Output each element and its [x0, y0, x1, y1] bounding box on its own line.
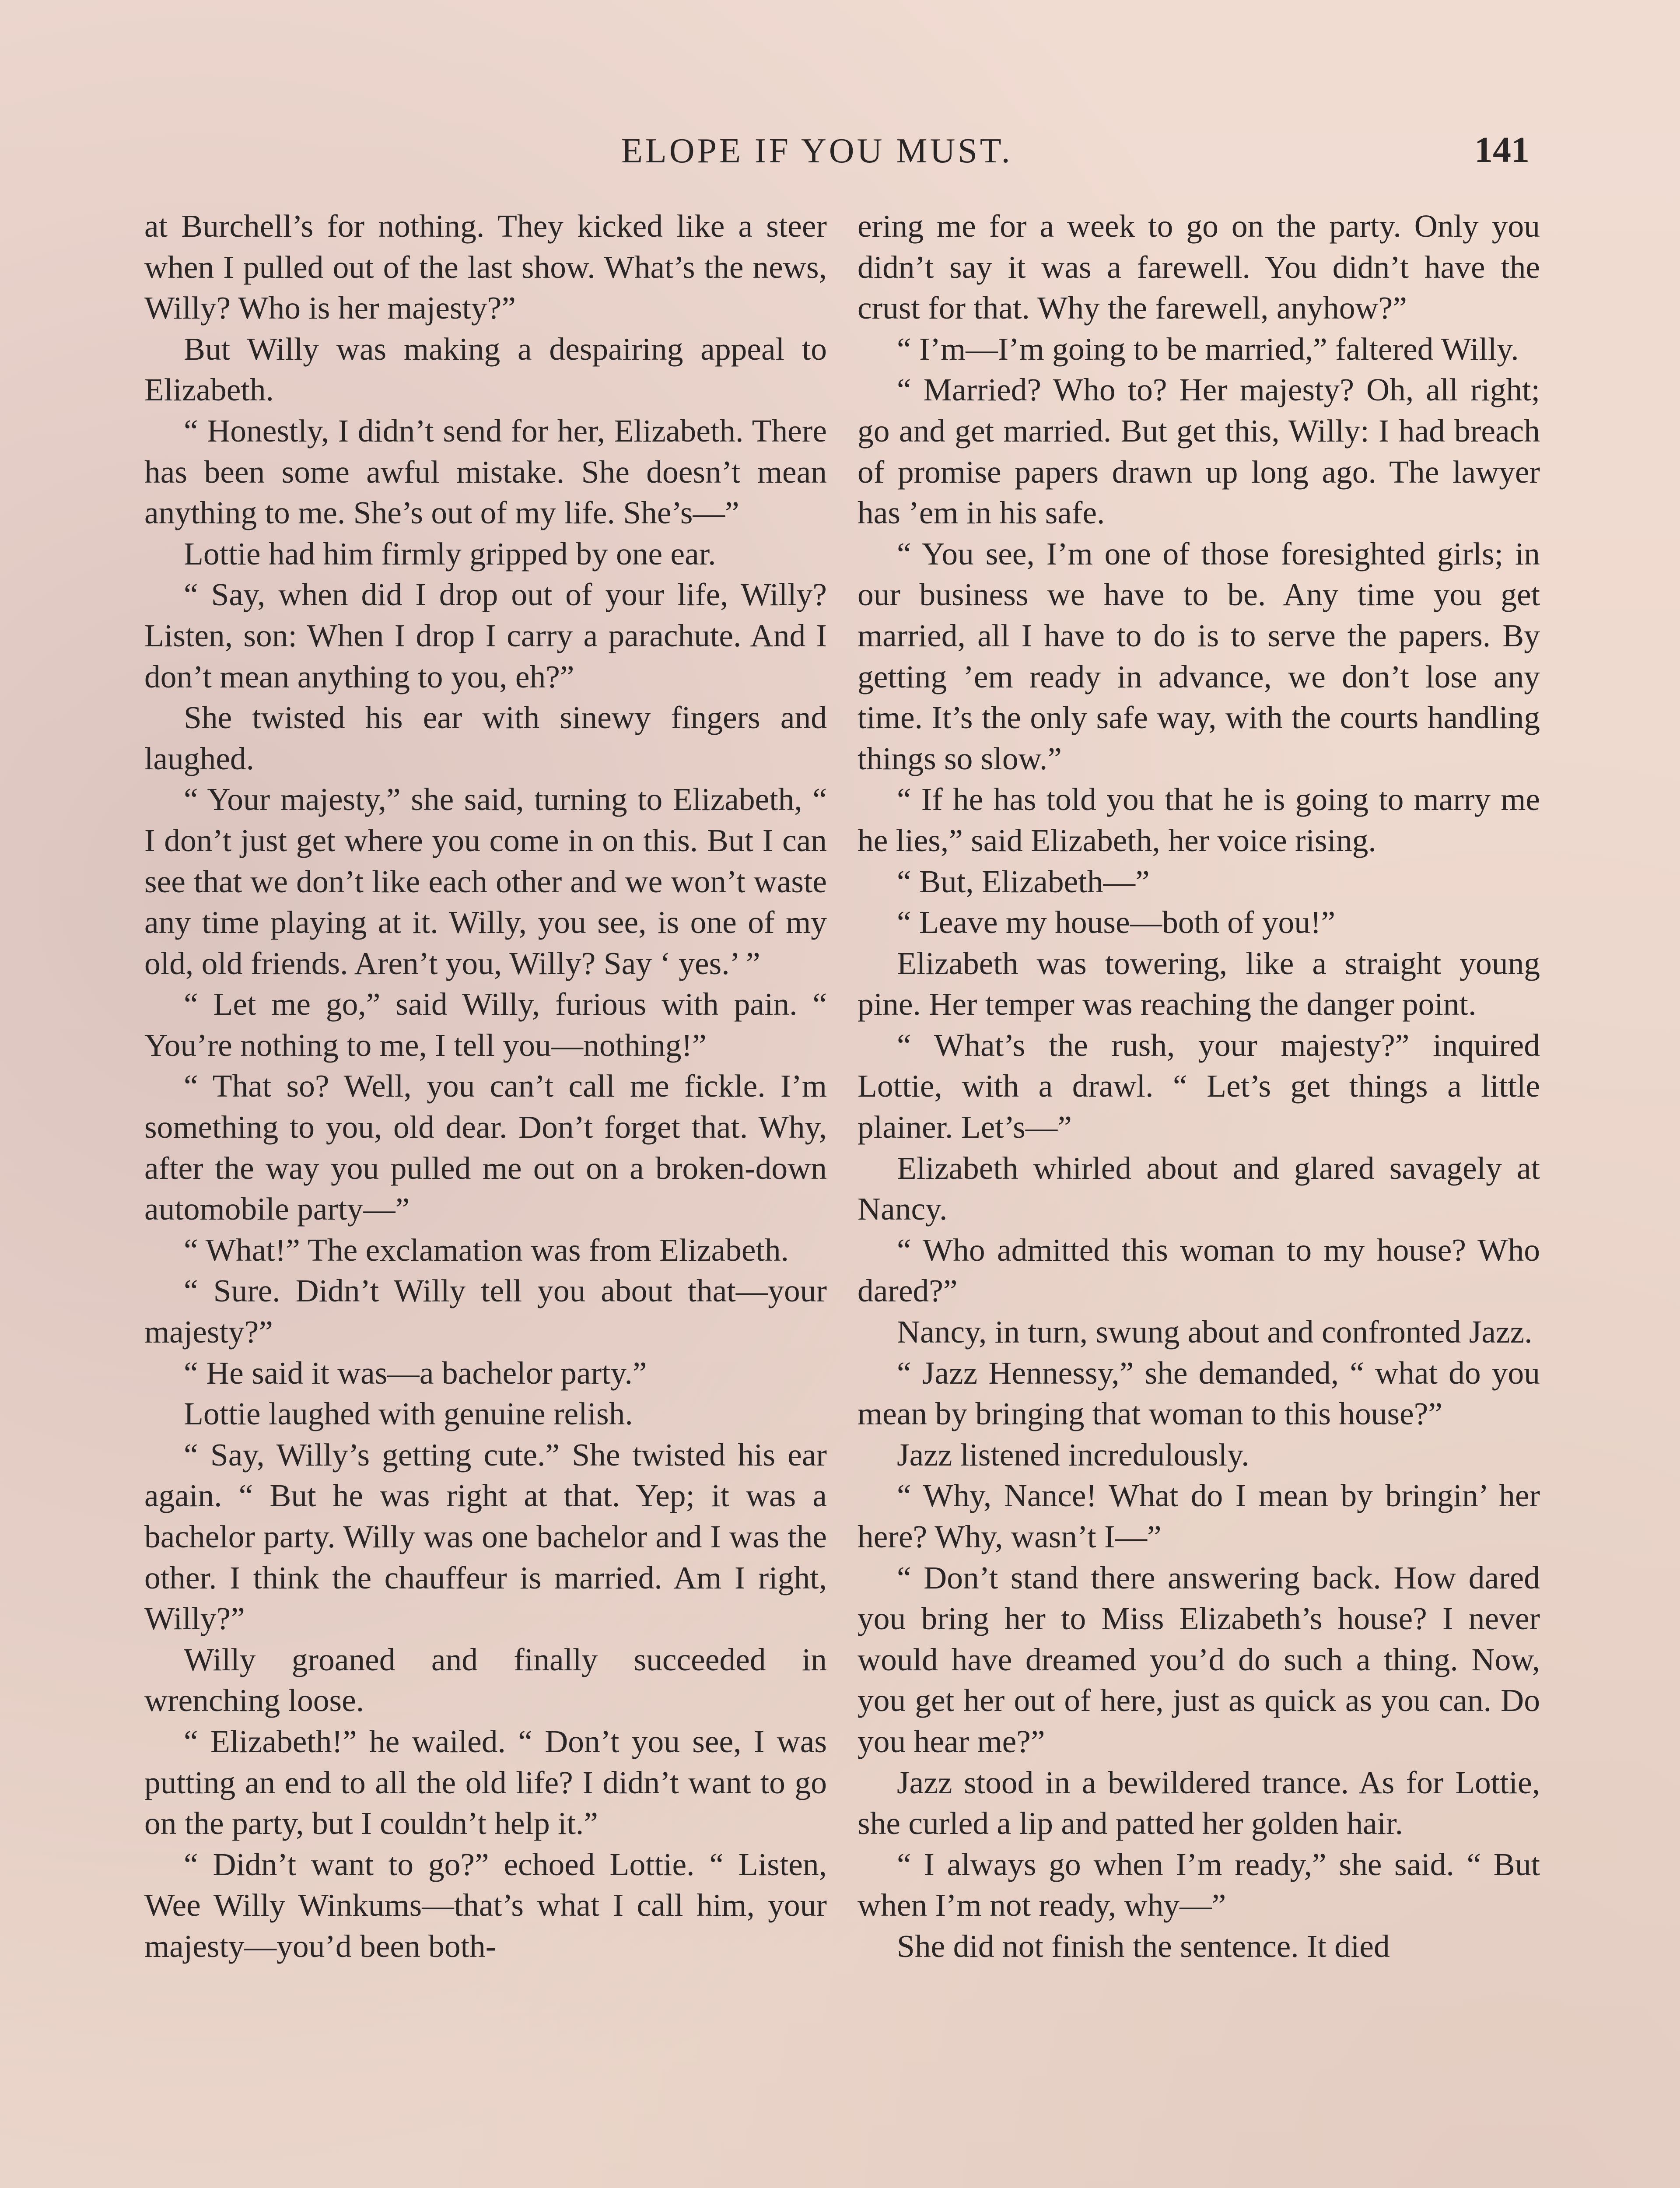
paragraph: “ Say, Willy’s getting cute.” She twisted his ear again. “ But he was right at that. Yep; it was a bachelor party. Willy was one bachelor and I was the other. I think the chauffeur is married. Am I right, Willy?” — [144, 1437, 827, 1637]
paragraph: “ Don’t stand there answering back. How dared you bring her to Miss Elizabeth’s house? I never would have dreamed you’d do such a thing. Now, you get her out of here, just as quick as you can. Do you hear me?” — [858, 1560, 1540, 1759]
paragraph: “ Sure. Didn’t Willy tell you about that—your majesty?” — [144, 1273, 827, 1350]
paragraph: But Willy was making a despairing appeal to Elizabeth. — [144, 331, 827, 408]
paragraph: “ Elizabeth!” he wailed. “ Don’t you see, I was putting an end to all the old life? I didn’t want to go on the party, but I couldn’t help it.” — [144, 1723, 827, 1841]
paragraph: “ He said it was—a bachelor party.” — [184, 1355, 647, 1391]
paragraph: ering me for a week to go on the party. Only you didn’t say it was a farewell. You didn’t have the crust for that. Why the farewell, anyhow?” — [858, 208, 1540, 326]
paragraph: “ Why, Nance! What do I mean by bringin’ her here? Why, wasn’t I—” — [858, 1478, 1540, 1554]
paragraph: Lottie had him firmly gripped by one ear. — [184, 536, 716, 572]
paragraph: at Burchell’s for nothing. They kicked like a steer when I pulled out of the last show. What’s the news, Willy? Who is her majesty?” — [144, 208, 827, 326]
paragraph: “ Let me go,” said Willy, furious with pain. “ You’re nothing to me, I tell you—nothing!” — [144, 986, 827, 1063]
paragraph: “ Say, when did I drop out of your life, Willy? Listen, son: When I drop I carry a parachute. And I don’t mean anything to you, eh?” — [144, 577, 827, 694]
paragraph: Willy groaned and finally succeeded in wrenching loose. — [144, 1641, 827, 1718]
paragraph: Elizabeth was towering, like a straight young pine. Her temper was reaching the danger point. — [858, 945, 1540, 1022]
paragraph: “ I’m—I’m going to be married,” faltered Willy. — [897, 331, 1519, 367]
paragraph: Lottie laughed with genuine relish. — [184, 1396, 633, 1432]
paragraph: “ Leave my house—both of you!” — [897, 905, 1336, 940]
paragraph: Jazz listened incredulously. — [897, 1437, 1250, 1473]
paragraph: She did not finish the sentence. It died — [897, 1928, 1390, 1964]
paragraph: “ What!” The exclamation was from Elizabeth. — [184, 1232, 789, 1268]
page-header — [0, 131, 1680, 184]
paragraph: “ If he has told you that he is going to marry me he lies,” said Elizabeth, her voice rising. — [858, 782, 1540, 858]
paragraph: “ Who admitted this woman to my house? Who dared?” — [858, 1232, 1540, 1309]
paragraph: “ That so? Well, you can’t call me fickle. I’m something to you, old dear. Don’t forget that. Why, after the way you pulled me out on a broken-down automobile party—” — [144, 1068, 827, 1227]
paragraph: “ Didn’t want to go?” echoed Lottie. “ Listen, Wee Willy Winkums—that’s what I call him, your majesty—you’d been both- — [144, 1846, 827, 1964]
paragraph: Elizabeth whirled about and glared savagely at Nancy. — [858, 1150, 1540, 1227]
paragraph: “ Jazz Hennessy,” she demanded, “ what do you mean by bringing that woman to this house?” — [858, 1355, 1540, 1432]
left-text-column — [144, 206, 827, 1967]
paragraph: “ Married? Who to? Her majesty? Oh, all right; go and get married. But get this, Willy: I had breach of promise papers drawn up long ago. The lawyer has ’em in his safe. — [858, 372, 1540, 531]
paragraph: “ What’s the rush, your majesty?” inquired Lottie, with a drawl. “ Let’s get things a little plainer. Let’s—” — [858, 1027, 1540, 1145]
paragraph: “ Your majesty,” she said, turning to Elizabeth, “ I don’t just get where you come in on this. But I can see that we don’t like each other and we won’t waste any time playing at it. Willy, you see, is one of my old, old friends. Aren’t you, Willy? Say ‘ yes.’ ” — [144, 782, 827, 981]
paragraph: “ You see, I’m one of those foresighted girls; in our business we have to be. Any time you get married, all I have to do is to serve the papers. By getting ’em ready in advance, we don’t lose any time. It’s the only safe way, with the courts handling things so slow.” — [858, 536, 1540, 776]
running-title: ELOPE IF YOU MUST. — [621, 132, 1013, 170]
paragraph: Nancy, in turn, swung about and confronted Jazz. — [897, 1314, 1533, 1350]
paragraph: “ But, Elizabeth—” — [897, 863, 1150, 899]
paragraph: “ Honestly, I didn’t send for her, Elizabeth. There has been some awful mistake. She doesn’t mean anything to me. She’s out of my life. She’s—” — [144, 413, 827, 531]
paragraph: Jazz stood in a bewildered trance. As for Lottie, she curled a lip and patted her golden hair. — [858, 1764, 1540, 1841]
page-number: 141 — [1474, 130, 1530, 170]
paragraph: “ I always go when I’m ready,” she said. “ But when I’m not ready, why—” — [858, 1846, 1540, 1923]
paragraph: She twisted his ear with sinewy fingers and laughed. — [144, 700, 827, 776]
right-text-column — [858, 206, 1540, 1967]
